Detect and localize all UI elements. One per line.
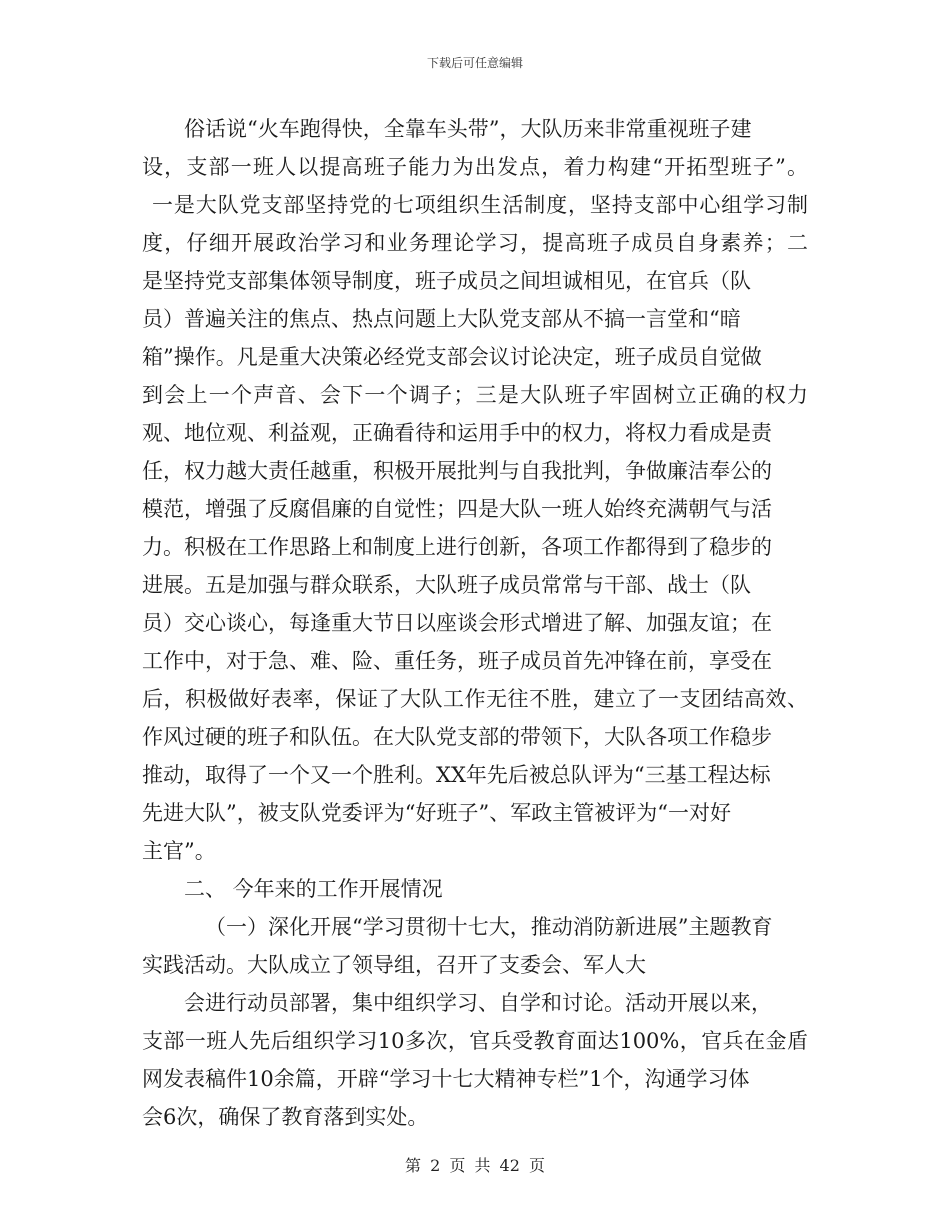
text-line: 主官”。 (142, 839, 216, 863)
text-line: 会6次，确保了教育落到实处。 (142, 1105, 429, 1129)
text-line: 度，仔细开展政治学习和业务理论学习，提高班子成员自身素养；二 (142, 231, 808, 255)
section-heading: 二、 今年来的工作开展情况 (184, 877, 443, 901)
text-line: 会进行动员部署，集中组织学习、自学和讨论。活动开展以来， (184, 991, 772, 1015)
text-line: 工作中，对于急、难、险、重任务，班子成员首先冲锋在前，享受在 (142, 649, 772, 673)
text-line: 是坚持党支部集体领导制度，班子成员之间坦诚相见，在官兵（队 (142, 269, 751, 293)
text-line: 设，支部一班人以提高班子能力为出发点，着力构建“开拓型班子”。 (142, 155, 808, 179)
text-line: 进展。五是加强与群众联系，大队班子成员常常与干部、战士（队 (142, 573, 751, 597)
page-number: 第 2 页 共 42 页 (405, 1156, 545, 1175)
text-line: 箱”操作。凡是重大决策必经党支部会议讨论决定，班子成员自觉做 (142, 345, 762, 369)
text-line: 模范，增强了反腐倡廉的自觉性；四是大队一班人始终充满朝气与活 (142, 497, 772, 521)
text-line: 先进大队”，被支队党委评为“好班子”、军政主管被评为“一对好 (142, 801, 731, 825)
text-line: 俗话说“火车跑得快，全靠车头带”，大队历来非常重视班子建 (184, 117, 752, 141)
text-line: 观、地位观、利益观，正确看待和运用手中的权力，将权力看成是责 (142, 421, 772, 445)
text-line: 到会上一个声音、会下一个调子；三是大队班子牢固树立正确的权力 (142, 383, 808, 407)
page-header: 下载后可任意编辑 (426, 56, 523, 70)
text-line: （一）深化开展“学习贯彻十七大，推动消防新进展”主题教育 (205, 915, 773, 939)
text-line: 一是大队党支部坚持党的七项组织生活制度，坚持支部中心组学习制 (152, 193, 808, 217)
text-line: 网发表稿件10余篇，开辟“学习十七大精神专栏”1个，沟通学习体 (142, 1067, 750, 1091)
text-line: 后，积极做好表率，保证了大队工作无往不胜，建立了一支团结高效、 (142, 687, 808, 711)
text-line: 力。积极在工作思路上和制度上进行创新，各项工作都得到了稳步的 (142, 535, 772, 559)
text-line: 作风过硬的班子和队伍。在大队党支部的带领下，大队各项工作稳步 (142, 725, 772, 749)
document-body (142, 110, 808, 1136)
text-line: 支部一班人先后组织学习10多次，官兵受教育面达100%，官兵在金盾 (142, 1029, 808, 1053)
text-line: 任，权力越大责任越重，积极开展批判与自我批判，争做廉洁奉公的 (142, 459, 772, 483)
text-line: 员）普遍关注的焦点、热点问题上大队党支部从不搞一言堂和“暗 (142, 307, 741, 331)
text-line: 实践活动。大队成立了领导组，召开了支委会、军人大 (142, 953, 646, 977)
text-line: 员）交心谈心，每逢重大节日以座谈会形式增进了解、加强友谊；在 (142, 611, 772, 635)
text-line: 推动，取得了一个又一个胜利。XX年先后被总队评为“三基工程达标 (142, 763, 771, 787)
